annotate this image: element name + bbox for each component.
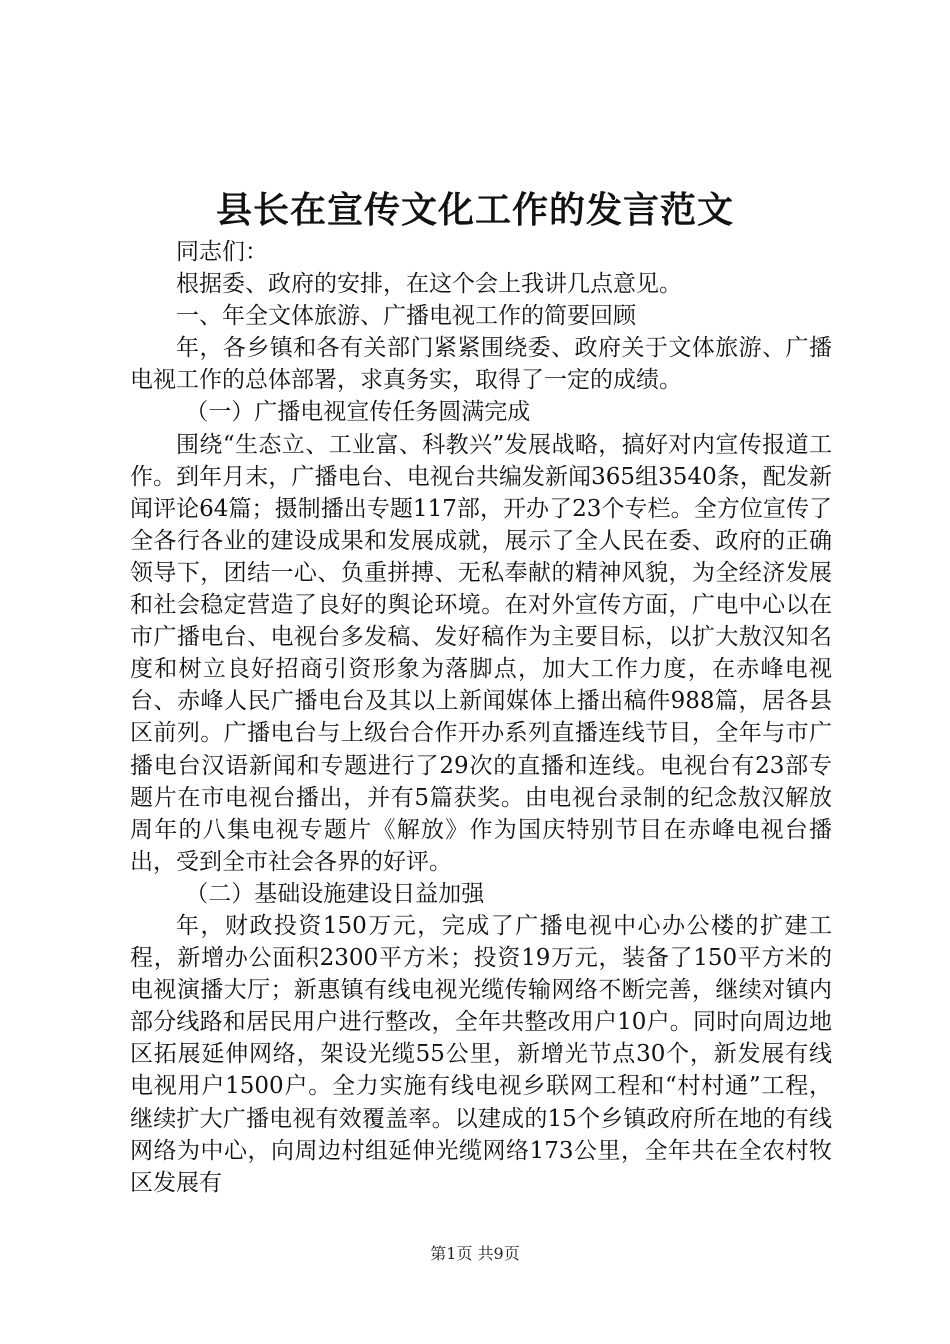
- salutation: 同志们：: [176, 239, 268, 265]
- paragraph: 年，财政投资150万元，完成了广播电视中心办公楼的扩建工程，新增办公面积2300平方米；投资19万元，装备了150平方米的电视演播大厅；新惠镇有线电视光缆传输网络不断完善，继续对镇内部分线路和居民用户进行整改，全年共整改用户10户。同时向周边地区拓展延伸网络，架设光缆55公里，新增光节点30个，新发展有线电视用户1500户。全力实施有线电视乡联网工程和“村村通”工程，继续扩大广播电视有效覆盖率。以建成的15个乡镇政府所在地的有线网络为中心，向周边村组延伸光缆网络173公里，全年共在全农村牧区发展有: [130, 912, 832, 1196]
- document-body: [130, 236, 832, 1199]
- paragraph: 围绕“生态立、工业富、科教兴”发展战略，搞好对内宣传报道工作。到年月末，广播电台、电视台共编发新闻365组3540条，配发新闻评论64篇；摄制播出专题117部，开办了23个专栏。全方位宣传了全各行各业的建设成果和发展成就，展示了全人民在委、政府的正确领导下，团结一心、负重拼搏、无私奉献的精神风貌，为全经济发展和社会稳定营造了良好的舆论环境。在对外宣传方面，广电中心以在市广播电台、电视台多发稿、发好稿作为主要目标，以扩大敖汉知名度和树立良好招商引资形象为落脚点，加大工作力度，在赤峰电视台、赤峰人民广播电台及其以上新闻媒体上播出稿件988篇，居各县区前列。广播电台与上级台合作开办系列直播连线节目，全年与市广播电台汉语新闻和专题进行了29次的直播和连线。电视台有23部专题片在市电视台播出，并有5篇获奖。由电视台录制的纪念敖汉解放周年的八集电视专题片《解放》作为国庆特别节目在赤峰电视台播出，受到全市社会各界的好评。: [130, 431, 832, 875]
- paragraph: 年，各乡镇和各有关部门紧紧围绕委、政府关于文体旅游、广播电视工作的总体部署，求真务实，取得了一定的成绩。: [130, 335, 832, 394]
- page-number-footer: 第1页 共9页: [430, 1244, 520, 1263]
- document-title: 县长在宣传文化工作的发言范文: [215, 189, 734, 231]
- subsection-heading: （一）广播电视宣传任务圆满完成: [185, 399, 531, 426]
- section-heading: 一、年全文体旅游、广播电视工作的简要回顾: [176, 303, 636, 330]
- paragraph: 根据委、政府的安排，在这个会上我讲几点意见。: [176, 271, 682, 298]
- subsection-heading: （二）基础设施建设日益加强: [185, 880, 485, 907]
